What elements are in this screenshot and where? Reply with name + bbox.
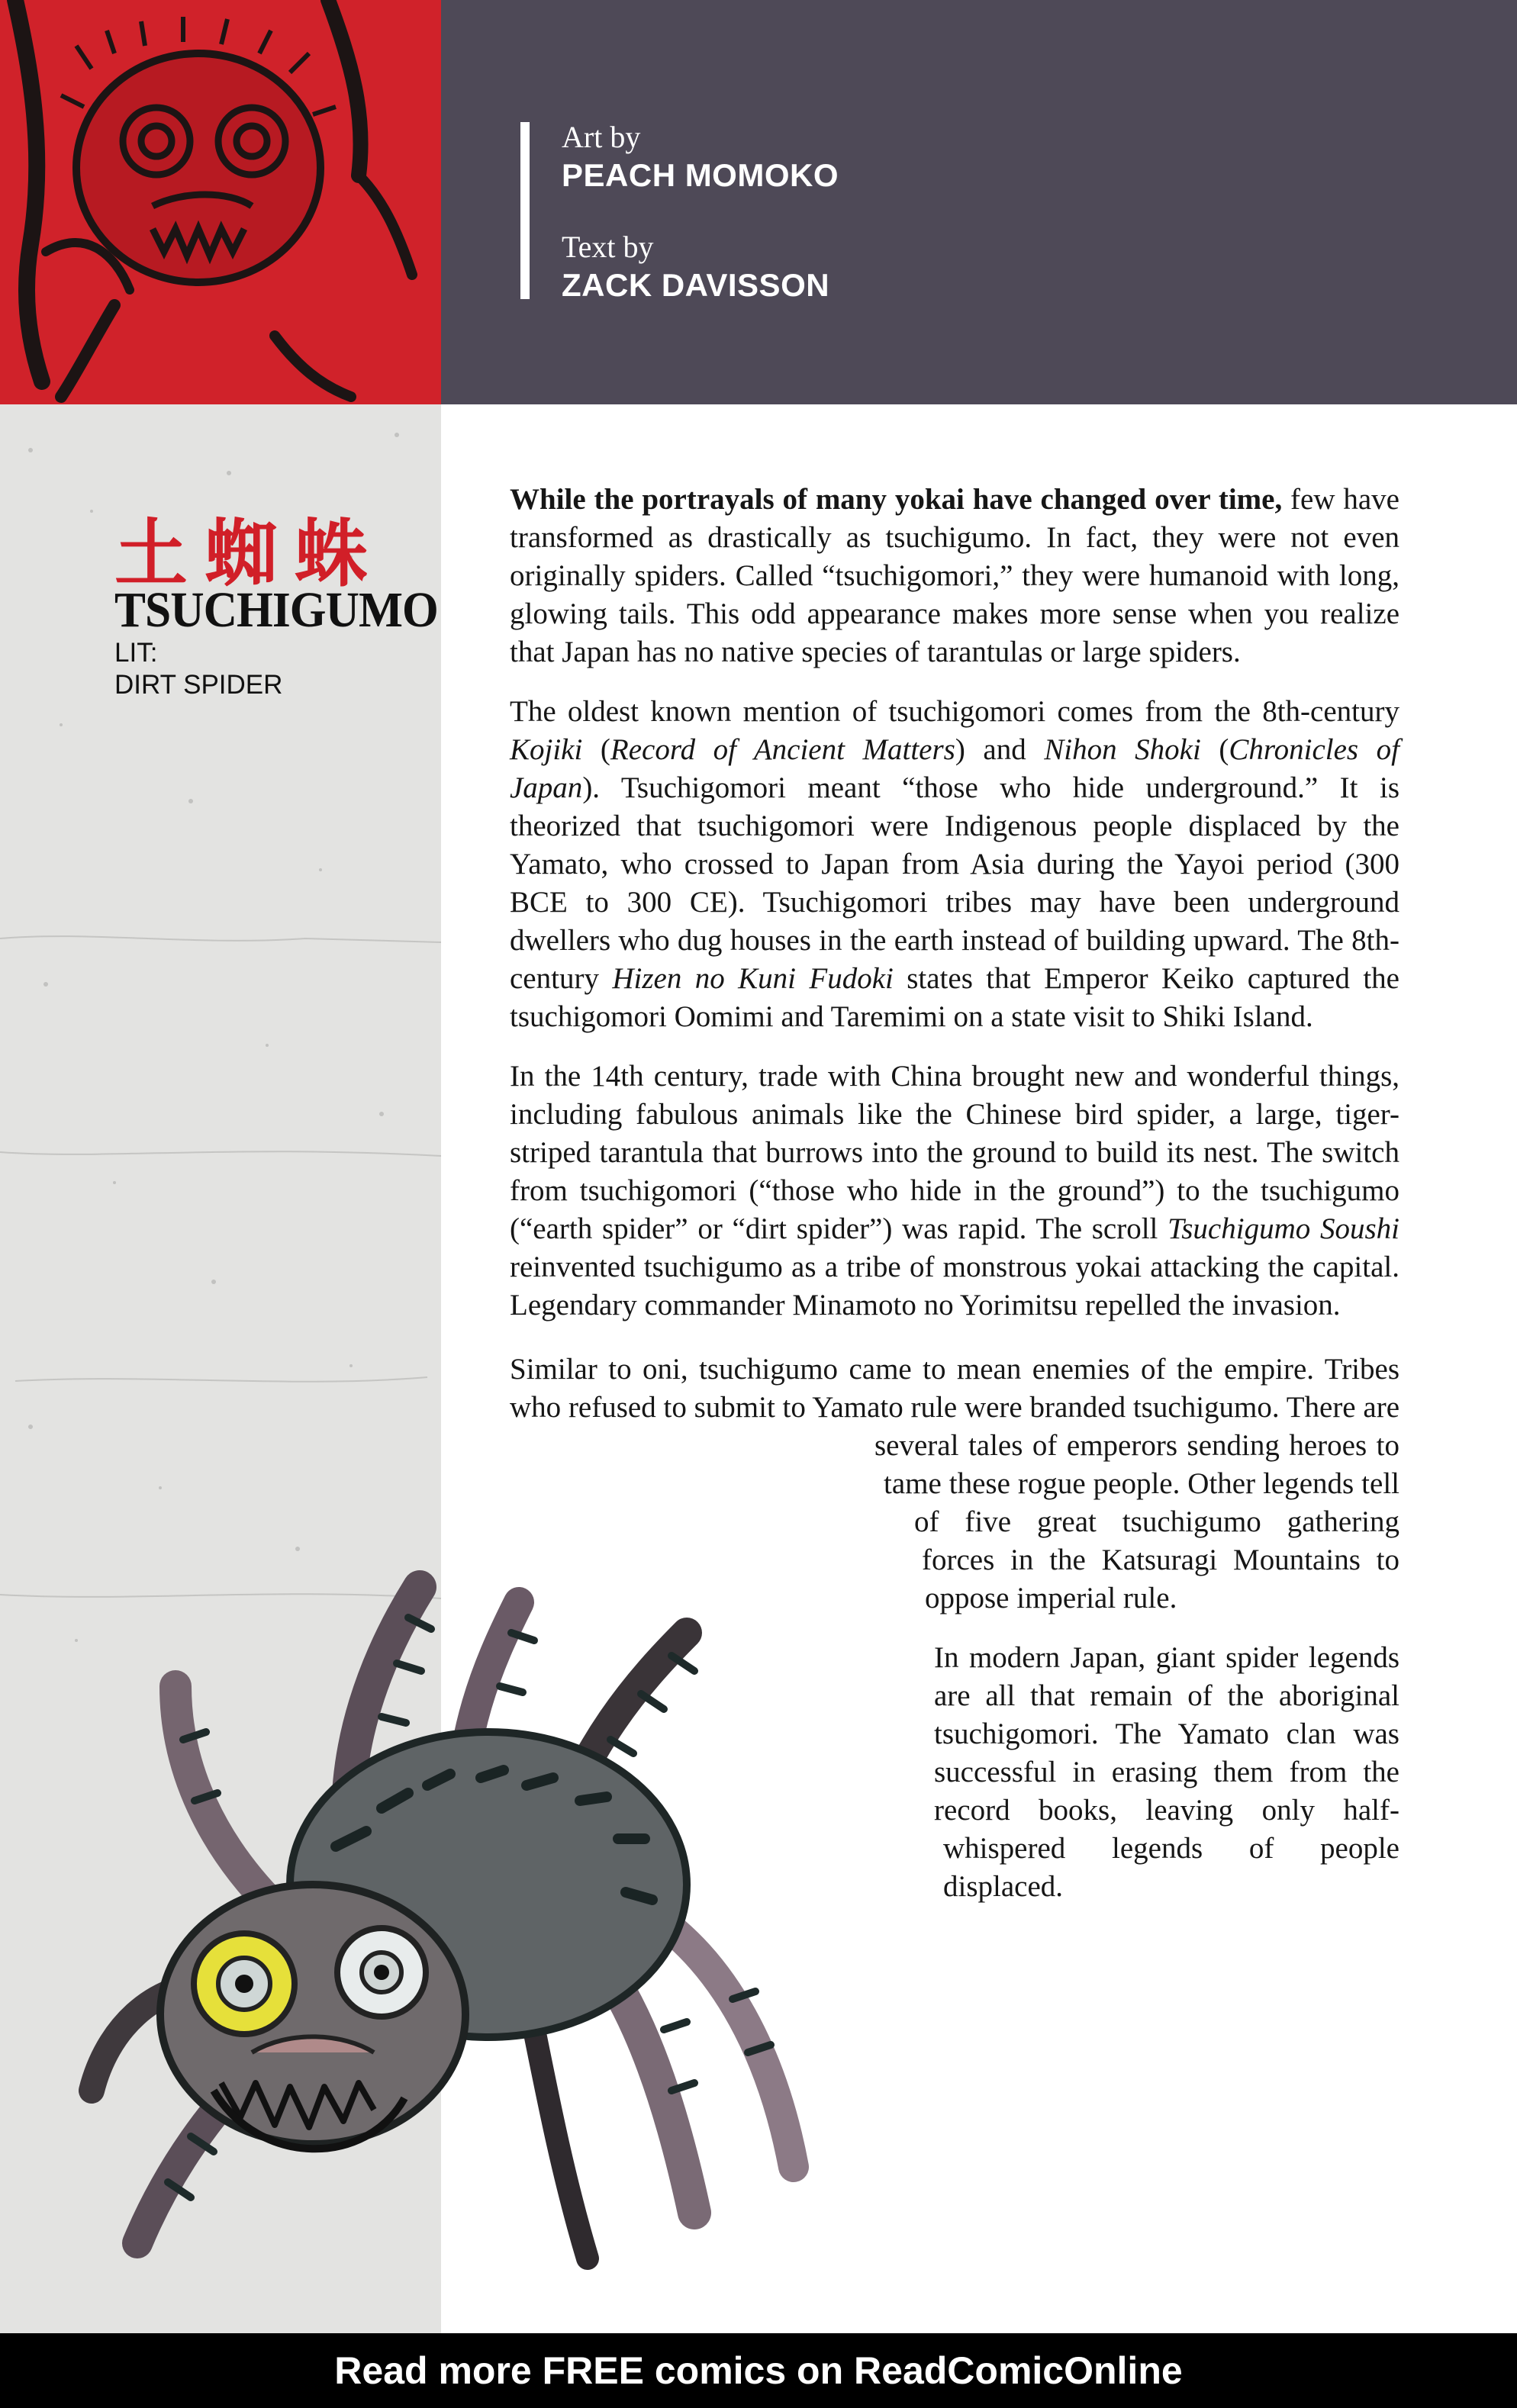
title-hizen: Hizen no Kuni Fudoki	[612, 962, 894, 995]
lead-in: While the portrayals of many yokai have changed over time,	[510, 483, 1283, 516]
literal-translation: DIRT SPIDER	[114, 670, 283, 700]
text-credit-name: ZACK DAVISSON	[562, 267, 830, 303]
header-art-panel	[0, 0, 441, 404]
promo-banner[interactable]	[0, 2333, 1517, 2408]
literal-label: LIT:	[114, 638, 158, 668]
paragraph-3: In the 14th century, trade with China brought new and wonderful things, including fabulous animals like the Chinese bird spider, a large, tiger-striped tarantula that burrows into the ground to build its nest. The switch from tsuchigomori (“those who hide in the ground”) to the tsuchigumo (“earth spider” or “dirt spider”) was rapid. The scroll Tsuchigumo Soushi reinvented tsuchigumo as a tribe of monstrous yokai attacking the capital. Legendary commander Minamoto no Yorimitsu repelled the invasion.	[510, 1060, 1399, 1322]
title-kojiki: Kojiki	[510, 733, 583, 766]
kanji-title: 土蜘蛛	[114, 511, 385, 597]
art-credit-name: PEACH MOMOKO	[562, 157, 839, 193]
text-credit-role: Text by	[562, 230, 654, 264]
title-nihon-shoki: Nihon Shoki	[1044, 733, 1201, 766]
spider-face-illustration	[0, 0, 441, 404]
entry-title: TSUCHIGUMO	[114, 582, 438, 638]
credits-band	[441, 0, 1517, 404]
tsuchigumo-spider-illustration	[61, 1557, 939, 2319]
title-tsuchigumo-soushi: Tsuchigumo Soushi	[1168, 1212, 1399, 1245]
paragraph-4: Similar to oni, tsuchigumo came to mean enemies of the empire. Tribes who refused to submit to Yamato rule were branded tsuchigumo. There are several tales of emperors sending heroes to tame these rogue people. Other legends tell of five great tsuchigumo gathering forces in the Katsuragi Mountains to oppose imperial rule.	[510, 1353, 1399, 1614]
promo-banner-text[interactable]: Read more FREE comics on ReadComicOnline	[334, 2349, 1183, 2392]
paragraph-2: The oldest known mention of tsuchigomori comes from the 8th-century Kojiki (Record of Ancient Matters) and Nihon Shoki (Chronicles of Japan). Tsuchigomori meant “those who hide underground.” It is theorized that tsuchigomori were Indigenous people displaced by the Yamato, who crossed to Japan from Asia during the Yayoi period (300 BCE to 300 CE). Tsuchigomori tribes may have been underground dwellers who dug houses in the earth instead of building upward. The 8th-century Hizen no Kuni Fudoki states that Emperor Keiko captured the tsuchigomori Oomimi and Taremimi on a state visit to Shiki Island.	[510, 695, 1399, 1033]
credits-divider	[520, 122, 530, 299]
paragraph-5: In modern Japan, giant spider legends are all that remain of the aboriginal tsuchigomori. The Yamato clan was successful in erasing them from the record books, leaving only half-whispered legends of people displaced.	[934, 1641, 1399, 1903]
paragraph-1: While the portrayals of many yokai have changed over time, few have transformed as drastically as tsuchigumo. In fact, they were not even originally spiders. Called “tsuchigomori,” they were humanoid with long, glowing tails. This odd appearance makes more sense when you realize that Japan has no native species of tarantulas or large spiders.	[510, 483, 1399, 668]
art-credit-role: Art by	[562, 120, 641, 154]
